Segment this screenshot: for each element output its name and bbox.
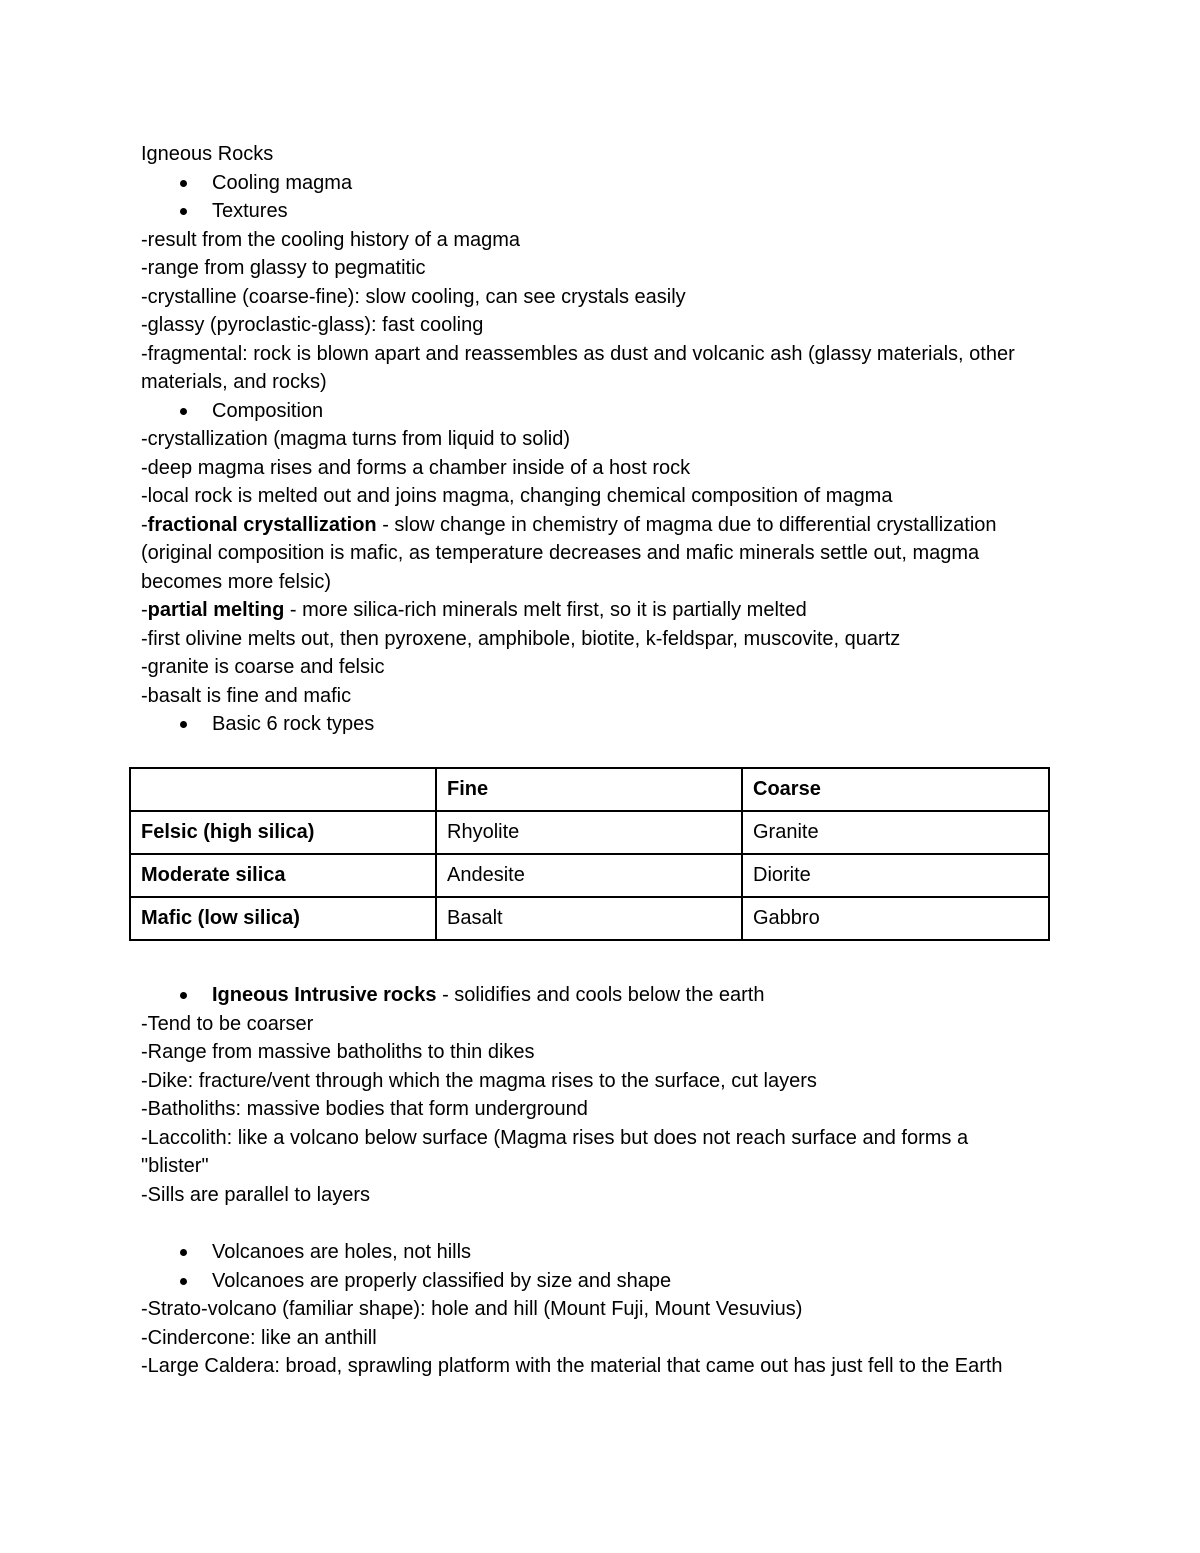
text-line: -Sills are parallel to layers: [141, 1183, 370, 1206]
bullet-item: [141, 710, 1041, 739]
fractional-crystallization-line: [141, 511, 1041, 597]
term-bold: partial melting: [147, 599, 285, 621]
text-line: -glassy (pyroclastic-glass): fast cooling: [141, 314, 484, 336]
text-line: -fragmental: rock is blown apart and reassembles as dust and volcanic ash (glassy materials, other materials, and rocks): [141, 342, 1015, 393]
table-cell: Andesite: [436, 854, 742, 897]
bullet-text: Cooling magma: [212, 171, 353, 194]
document-lower: [141, 981, 1041, 1381]
bullet-item: [141, 981, 1041, 1010]
table-cell: Gabbro: [742, 897, 1049, 940]
line-prefix: -: [141, 599, 148, 621]
bullet-icon: [180, 208, 187, 215]
text-line: -Laccolith: like a volcano below surface (Magma rises but does not reach surface and forms a "blister": [141, 1126, 969, 1177]
text-line: -crystallization (magma turns from liquid to solid): [141, 428, 571, 450]
term-bold: fractional crystallization: [147, 513, 377, 536]
table-row-label: Felsic (high silica): [130, 811, 436, 854]
term-definition: - solidifies and cools below the earth: [436, 984, 765, 1006]
bullet-text: Composition: [212, 399, 324, 422]
text-line: -basalt is fine and mafic: [141, 684, 352, 707]
text-line: -range from glassy to pegmatitic: [141, 257, 426, 279]
term-definition: - more silica-rich minerals melt first, so it is partially melted: [284, 599, 807, 621]
table-header-row: [130, 768, 1049, 811]
bullet-icon: [180, 1249, 187, 1256]
text-line: -granite is coarse and felsic: [141, 656, 385, 678]
bullet-item: [141, 1267, 1041, 1296]
table-header-cell: Coarse: [742, 768, 1049, 811]
bullet-icon: [180, 992, 187, 999]
bullet-icon: [180, 408, 187, 415]
rock-types-table-wrap: [129, 767, 1050, 941]
table-header-cell: [130, 768, 436, 811]
text-line: -first olivine melts out, then pyroxene, amphibole, biotite, k-feldspar, muscovite, quartz: [141, 627, 901, 650]
term-bold: Igneous Intrusive rocks: [212, 984, 437, 1006]
bullet-item: [141, 1238, 1041, 1267]
rock-types-table: [129, 767, 1050, 941]
text-line: -Batholiths: massive bodies that form underground: [141, 1098, 588, 1120]
bullet-item: [141, 397, 1041, 426]
bullet-item: [141, 169, 1041, 198]
table-cell: Granite: [742, 811, 1049, 854]
text-line: -Large Caldera: broad, sprawling platform with the material that came out has just fell to the Earth: [141, 1355, 1003, 1377]
bullet-text: Volcanoes are holes, not hills: [212, 1241, 472, 1263]
text-line: -Tend to be coarser: [141, 1012, 314, 1035]
table-cell: Rhyolite: [436, 811, 742, 854]
term-definition: - slow change in chemistry of magma due to differential crystallization (original composition is mafic, as temperature decreases and mafic minerals settle out, magma becomes more felsic): [141, 513, 997, 593]
partial-melting-line: [141, 596, 1041, 625]
table-row-label: Moderate silica: [130, 854, 436, 897]
text-line: -Range from massive batholiths to thin dikes: [141, 1041, 535, 1063]
bullet-text: Volcanoes are properly classified by size and shape: [212, 1269, 672, 1292]
text-line: -Strato-volcano (familiar shape): hole and hill (Mount Fuji, Mount Vesuvius): [141, 1298, 803, 1320]
bullet-text: Textures: [212, 200, 288, 222]
table-cell: Diorite: [742, 854, 1049, 897]
text-line: -result from the cooling history of a magma: [141, 228, 521, 251]
table-cell: Basalt: [436, 897, 742, 940]
page-title: Igneous Rocks: [141, 143, 274, 165]
text-line: -crystalline (coarse-fine): slow cooling, can see crystals easily: [141, 285, 686, 308]
bullet-item: [141, 197, 1041, 226]
line-prefix: -: [141, 513, 148, 536]
text-line: -local rock is melted out and joins magma, changing chemical composition of magma: [141, 485, 893, 507]
text-line: -deep magma rises and forms a chamber inside of a host rock: [141, 456, 691, 479]
bullet-icon: [180, 180, 187, 187]
table-row-label: Mafic (low silica): [130, 897, 436, 940]
bullet-icon: [180, 1278, 187, 1285]
bullet-icon: [180, 721, 187, 728]
table-row: [130, 854, 1049, 897]
table-header-cell: Fine: [436, 768, 742, 811]
bullet-text: Basic 6 rock types: [212, 713, 375, 735]
text-line: -Dike: fracture/vent through which the magma rises to the surface, cut layers: [141, 1069, 817, 1092]
text-line: -Cindercone: like an anthill: [141, 1326, 377, 1349]
table-row: [130, 897, 1049, 940]
paragraph-gap: [141, 1209, 1041, 1238]
document-upper: [141, 140, 1041, 739]
table-row: [130, 811, 1049, 854]
